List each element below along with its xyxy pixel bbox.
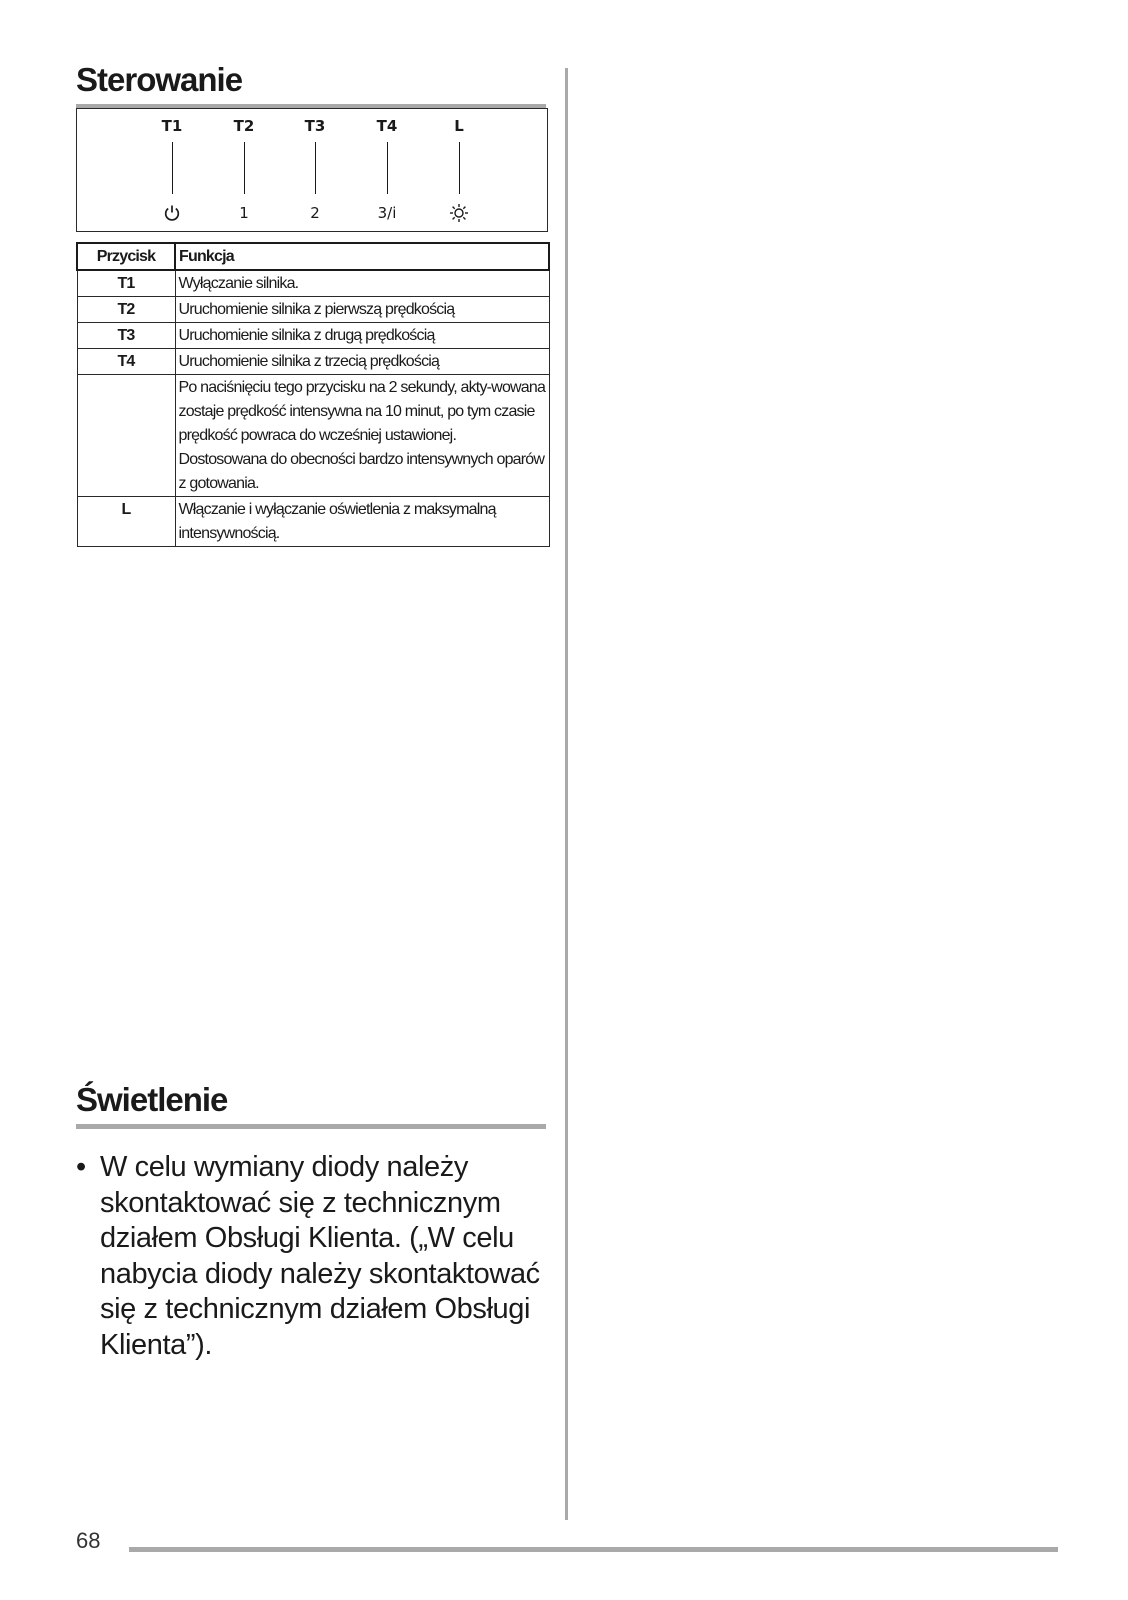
speed-2-symbol: 2 <box>310 204 320 222</box>
panel-button-l <box>429 109 489 231</box>
connector-line <box>244 142 245 194</box>
row-function: Uruchomienie silnika z trzecią prędkością <box>175 349 549 375</box>
row-key: T4 <box>77 349 175 375</box>
power-icon <box>142 202 202 224</box>
row-function: Po naciśnięciu tego przycisku na 2 sekundy, akty-wowana zostaje prędkość intensywna na 10 minut, po tym czasie prędkość powraca do wcześniej ustawionej. Dostosowana do obecności bardzo intensywnych oparów z gotowania. <box>175 375 549 497</box>
control-panel-diagram <box>76 108 548 232</box>
column-divider <box>565 68 568 1520</box>
section-title-swietlenie: Świetlenie <box>76 1082 546 1129</box>
connector-line <box>459 142 460 194</box>
button-label: T1 <box>161 117 183 135</box>
light-icon <box>429 202 489 224</box>
lighting-paragraph: W celu wymiany diody należy skontaktować się z technicznym działem Obsługi Klienta. („W celu nabycia diody należy skontaktować się z technicznym działem Obsługi Klienta”). <box>100 1151 540 1361</box>
table-row <box>77 270 549 297</box>
row-key: L <box>77 497 175 547</box>
connector-line <box>387 142 388 194</box>
button-label: L <box>454 117 464 135</box>
button-function-table <box>76 242 550 547</box>
panel-button-t1 <box>142 109 202 231</box>
connector-line <box>315 142 316 194</box>
footer-rule <box>129 1547 1058 1552</box>
table-row <box>77 297 549 323</box>
panel-button-t2 <box>214 109 274 231</box>
button-label: T3 <box>304 117 326 135</box>
button-label: T2 <box>233 117 255 135</box>
button-label: T4 <box>376 117 398 135</box>
page-number: 68 <box>76 1528 101 1553</box>
table-row <box>77 349 549 375</box>
table-row <box>77 323 549 349</box>
row-key: T3 <box>77 323 175 349</box>
header-przycisk: Przycisk <box>77 243 175 270</box>
panel-button-t3 <box>285 109 345 231</box>
row-function: Włączanie i wyłączanie oświetlenia z maksymalną intensywnością. <box>175 497 549 547</box>
speed-3-intensive-symbol: 3/i <box>377 204 397 222</box>
row-function: Uruchomienie silnika z drugą prędkością <box>175 323 549 349</box>
row-function: Uruchomienie silnika z pierwszą prędkością <box>175 297 549 323</box>
row-function: Wyłączanie silnika. <box>175 270 549 297</box>
table-row <box>77 375 549 497</box>
header-funkcja: Funkcja <box>175 243 549 270</box>
connector-line <box>172 142 173 194</box>
row-key <box>77 375 175 497</box>
section-title-sterowanie: Sterowanie <box>76 62 546 109</box>
table-row <box>77 497 549 547</box>
bullet-dot: • <box>76 1151 86 1183</box>
table-header-row <box>77 243 549 270</box>
speed-1-symbol: 1 <box>239 204 249 222</box>
lighting-bullet-item <box>76 1150 556 1363</box>
row-key: T2 <box>77 297 175 323</box>
panel-button-t4 <box>357 109 417 231</box>
row-key: T1 <box>77 270 175 297</box>
